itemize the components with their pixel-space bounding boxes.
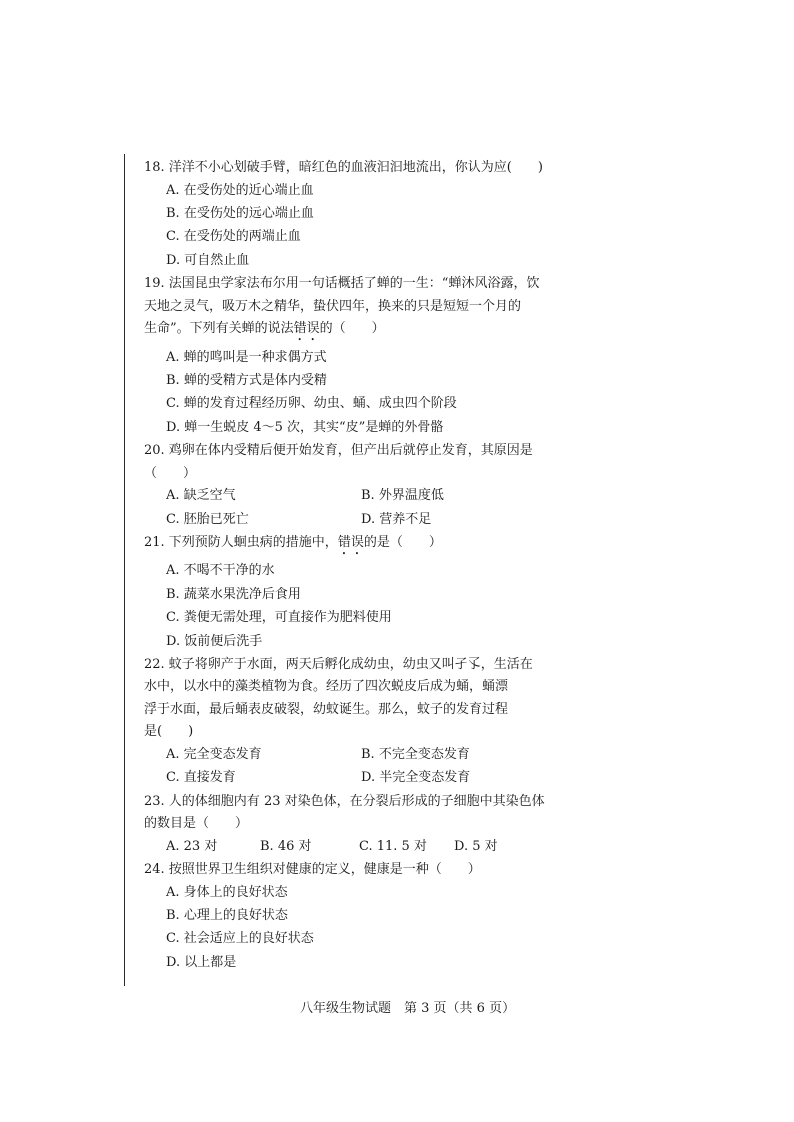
question-stem-line: 23. 人的体细胞内有 23 对染色体，在分裂后形成的子细胞中其染色体 [144,793,545,809]
option-c: C. 社会适应上的良好状态 [166,931,314,947]
option-c: C. 胚胎已死亡 [166,511,249,527]
option-c: C. 11. 5 对 [359,838,427,854]
option-d: D. 可自然止血 [166,252,250,268]
stem-text: 21. 下列预防人蛔虫病的措施中， [144,534,338,550]
margin-line [124,154,125,986]
option-d: D. 以上都是 [166,954,237,970]
option-b: B. 不完全变态发育 [361,746,470,762]
question-stem-line [144,319,554,344]
option-c: C. 蝉的发育过程经历卵、幼虫、蛹、成虫四个阶段 [166,396,457,412]
question-stem-line: 浮于水面，最后蛹表皮破裂，幼蚊诞生。那么，蚊子的发育过程 [144,701,509,717]
option-d: D. 营养不足 [361,511,432,527]
question-21 [144,533,554,651]
stem-text: 的是（ ） [363,534,442,550]
option-a: A. 不喝不干净的水 [166,563,275,579]
question-stem-line: 是( ) [144,724,194,740]
question-list [144,158,554,976]
option-a: A. 在受伤处的近心端止血 [166,182,314,198]
option-b: B. 在受伤处的远心端止血 [166,205,314,221]
option-b: B. 心理上的良好状态 [166,908,288,924]
question-stem-line: 24. 按照世界卫生组织对健康的定义，健康是一种（ ） [144,862,481,878]
option-row [144,486,554,509]
option-d: D. 5 对 [454,838,498,854]
option-row [144,837,554,860]
page-footer: 八年级生物试题 第 3 页（共 6 页） [300,1001,516,1016]
option-a: A. 23 对 [166,838,218,854]
question-stem-line: （ ） [144,465,197,481]
question-23 [144,792,554,860]
question-20 [144,441,554,533]
option-b: B. 外界温度低 [361,488,444,504]
question-22 [144,655,554,792]
question-stem-line: 天地之灵气，吸万木之精华，蛰伏四年，换来的只是短短一个月的 [144,298,522,314]
stem-text: 生命”。下列有关蝉的说法 [144,321,294,337]
option-d: D. 饭前便后洗手 [166,633,263,649]
option-c: C. 直接发育 [166,770,236,786]
option-b: B. 蝉的受精方式是体内受精 [166,372,327,388]
option-a: A. 蝉的鸣叫是一种求偶方式 [166,349,327,365]
question-stem-line: 20. 鸡卵在体内受精后便开始发育，但产出后就停止发育，其原因是 [144,443,533,459]
emphasized-word: 错误 [293,321,320,337]
option-a: A. 完全变态发育 [166,746,262,762]
option-row [144,768,554,791]
option-a: A. 缺乏空气 [166,488,236,504]
question-stem-line: 19. 法国昆虫学家法布尔用一句话概括了蝉的一生：“蝉沐风浴露，饮 [144,276,540,292]
option-row [144,510,554,533]
option-d: D. 半完全变态发育 [361,770,471,786]
option-c: C. 在受伤处的两端止血 [166,229,301,245]
stem-text: 的（ ） [319,321,385,337]
option-c: C. 粪便无需处理，可直接作为肥料使用 [166,610,392,626]
option-a: A. 身体上的良好状态 [166,884,288,900]
question-19 [144,274,554,437]
question-stem-line: 18. 洋洋不小心划破手臂，暗红色的血液汩汩地流出，你认为应( ) [144,160,543,175]
question-stem-line: 水中，以水中的藻类植物为食。经历了四次蜕皮后成为蛹，蛹漂 [144,679,509,695]
option-d: D. 蝉一生蜕皮 4～5 次，其实“皮”是蝉的外骨骼 [166,419,444,435]
option-b: B. 46 对 [260,838,312,854]
question-stem-line [144,533,554,558]
question-18 [144,158,554,270]
option-b: B. 蔬菜水果洗净后食用 [166,586,301,602]
question-stem-line: 的数目是（ ） [144,816,249,832]
option-row [144,745,554,768]
question-stem-line: 22. 蚊子将卵产于水面，两天后孵化成幼虫，幼虫又叫孑孓，生活在 [144,656,533,672]
emphasized-word: 错误 [337,534,364,550]
question-24 [144,860,554,972]
